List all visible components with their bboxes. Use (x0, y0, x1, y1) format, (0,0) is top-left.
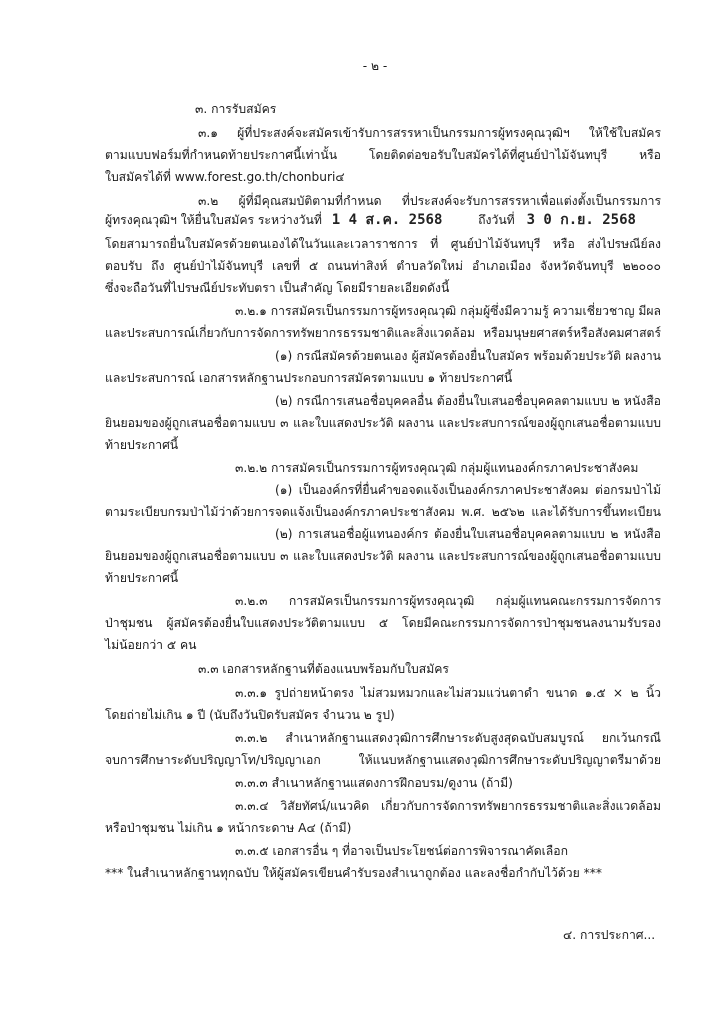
para-3-2-2-item-2-line-2: ยินยอมของผู้ถูกเสนอชื่อตามแบบ ๓ และใบแสดงประวัติ ผลงาน และประสบการณ์ของผู้ถูกเสนอชื่อตามแบบ (105, 549, 661, 563)
para-3-1-line-1: ๓.๑ ผู้ที่ประสงค์จะสมัครเข้ารับการสรรหาเป็นกรรมการผู้ทรงคุณวุฒิฯ ให้ใช้ใบสมัคร (198, 126, 661, 140)
para-3-3-title: ๓.๓ เอกสารหลักฐานที่ต้องแนบพร้อมกับใบสมัคร (198, 662, 449, 676)
application-period-label: ผู้ทรงคุณวุฒิฯ ให้ยื่นใบสมัคร ระหว่างวันที่ (105, 213, 322, 227)
para-3-2-3-line-3: ไม่น้อยกว่า ๕ คน (105, 638, 197, 652)
para-3-1-line-3: ใบสมัครได้ที่ www.forest.go.th/chonburi๔ (105, 170, 345, 184)
handwritten-start-date: 1 4 ส.ค. 2568 (331, 212, 443, 228)
para-3-3-1-line-2: โดยถ่ายไม่เกิน ๑ ปี (นับถึงวันปิดรับสมัคร จำนวน ๒ รูป) (105, 708, 395, 722)
para-3-3-1-line-1: ๓.๓.๑ รูปถ่ายหน้าตรง ไม่สวมหมวกและไม่สวมแว่นตาดำ ขนาด ๑.๕ × ๒ นิ้ว (235, 686, 661, 700)
para-3-2-1-item-1-line-2: และประสบการณ์ เอกสารหลักฐานประกอบการสมัครตามแบบ ๑ ท้ายประกาศนี้ (105, 371, 513, 385)
para-3-2-1-item-2-line-1: (๒) กรณีการเสนอชื่อบุคคลอื่น ต้องยื่นใบเสนอชื่อบุคคลตามแบบ ๒ หนังสือ (275, 394, 661, 408)
para-3-2-1-line-1: ๓.๒.๑ การสมัครเป็นกรรมการผู้ทรงคุณวุฒิ กลุ่มผู้ซึ่งมีความรู้ ความเชี่ยวชาญ มีผล (235, 304, 661, 318)
para-3-2-line-1: ๓.๒ ผู้ที่มีคุณสมบัติตามที่กำหนด ที่ประสงค์จะรับการสรรหาเพื่อแต่งตั้งเป็นกรรมการ (198, 194, 661, 208)
para-3-2-line-5: ซึ่งจะถือวันที่ไปรษณีย์ประทับตรา เป็นสำคัญ โดยมีรายละเอียดดังนี้ (105, 281, 450, 295)
para-3-3-4-line-2: หรือป่าชุมชน ไม่เกิน ๑ หน้ากระดาษ A๔ (ถ้ามี) (105, 821, 352, 835)
para-3-2-line-4: ตอบรับ ถึง ศูนย์ป่าไม้จันทบุรี เลขที่ ๕ ถนนท่าสิงห์ ตำบลวัดใหม่ อำเภอเมือง จังหวัดจันทบุรี ๒๒๐๐๐ (105, 259, 661, 273)
para-3-1-line-2: ตามแบบฟอร์มที่กำหนดท้ายประกาศนี้เท่านั้น โดยติดต่อขอรับใบสมัครได้ที่ศูนย์ป่าไม้จันทบุรี หรือ (105, 148, 661, 162)
para-3-2-1-item-2-line-2: ยินยอมของผู้ถูกเสนอชื่อตามแบบ ๓ และใบแสดงประวัติ ผลงาน และประสบการณ์ของผู้ถูกเสนอชื่อตามแบบ (105, 416, 661, 430)
para-3-2-line-3: โดยสามารถยื่นใบสมัครด้วยตนเองได้ในวันและเวลาราชการ ที่ ศูนย์ป่าไม้จันทบุรี หรือ ส่งไปรษณีย์ลง (105, 237, 661, 251)
until-label: ถึงวันที่ (478, 213, 515, 227)
para-3-2-1-item-1-line-1: (๑) กรณีสมัครด้วยตนเอง ผู้สมัครต้องยื่นใบสมัคร พร้อมด้วยประวัติ ผลงาน (275, 349, 661, 363)
handwritten-end-date: 3 0 ก.ย. 2568 (526, 212, 636, 228)
para-3-2-2-item-2-line-3: ท้ายประกาศนี้ (105, 571, 179, 585)
section-heading: ๓. การรับสมัคร (195, 102, 277, 116)
para-3-2-1-item-2-line-3: ท้ายประกาศนี้ (105, 438, 179, 452)
para-3-3-4-line-1: ๓.๓.๔ วิสัยทัศน์/แนวคิด เกี่ยวกับการจัดการทรัพยากรธรรมชาติและสิ่งแวดล้อม (235, 799, 661, 813)
para-3-3-2-line-2: จบการศึกษาระดับปริญญาโท/ปริญญาเอก ให้แนบหลักฐานแสดงวุฒิการศึกษาระดับปริญญาตรีมาด้วย (105, 753, 661, 767)
para-3-2-line-2 (105, 211, 636, 229)
para-3-2-2-item-2-line-1: (๒) การเสนอชื่อผู้แทนองค์กร ต้องยื่นใบเสนอชื่อบุคคลตามแบบ ๒ หนังสือ (275, 527, 661, 541)
para-3-2-1-line-2: และประสบการณ์เกี่ยวกับการจัดการทรัพยากรธรรมชาติและสิ่งแวดล้อม หรือมนุษยศาสตร์หรือสังคมศาสตร์ (105, 326, 661, 340)
continuation-marker: ๔. การประกาศ... (563, 928, 656, 942)
para-3-2-2-line-1: ๓.๒.๒ การสมัครเป็นกรรมการผู้ทรงคุณวุฒิ กลุ่มผู้แทนองค์กรภาคประชาสังคม (235, 461, 639, 475)
certification-note: *** ในสำเนาหลักฐานทุกฉบับ ให้ผู้สมัครเขียนคำรับรองสำเนาถูกต้อง และลงชื่อกำกับไว้ด้วย *** (105, 866, 602, 880)
para-3-2-3-line-2: ป่าชุมชน ผู้สมัครต้องยื่นใบแสดงประวัติตามแบบ ๕ โดยมีคณะกรรมการจัดการป่าชุมชนลงนามรับรอง (105, 616, 661, 630)
para-3-2-2-item-1-line-2: ตามระเบียบกรมป่าไม้ว่าด้วยการจดแจ้งเป็นองค์กรภาคประชาสังคม พ.ศ. ๒๕๖๒ และได้รับการขึ้นทะเบียน (105, 505, 661, 519)
para-3-3-2-line-1: ๓.๓.๒ สำเนาหลักฐานแสดงวุฒิการศึกษาระดับสูงสุดฉบับสมบูรณ์ ยกเว้นกรณี (235, 731, 661, 745)
para-3-3-3-line-1: ๓.๓.๓ สำเนาหลักฐานแสดงการฝึกอบรม/ดูงาน (ถ้ามี) (235, 776, 513, 790)
para-3-2-2-item-1-line-1: (๑) เป็นองค์กรที่ยื่นคำขอจดแจ้งเป็นองค์กรภาคประชาสังคม ต่อกรมป่าไม้ (275, 483, 661, 497)
page-number: - ๒ - (362, 59, 388, 73)
para-3-2-3-line-1: ๓.๒.๓ การสมัครเป็นกรรมการผู้ทรงคุณวุฒิ กลุ่มผู้แทนคณะกรรมการจัดการ (235, 594, 661, 608)
para-3-3-5-line-1: ๓.๓.๕ เอกสารอื่น ๆ ที่อาจเป็นประโยชน์ต่อการพิจารณาคัดเลือก (235, 844, 568, 858)
